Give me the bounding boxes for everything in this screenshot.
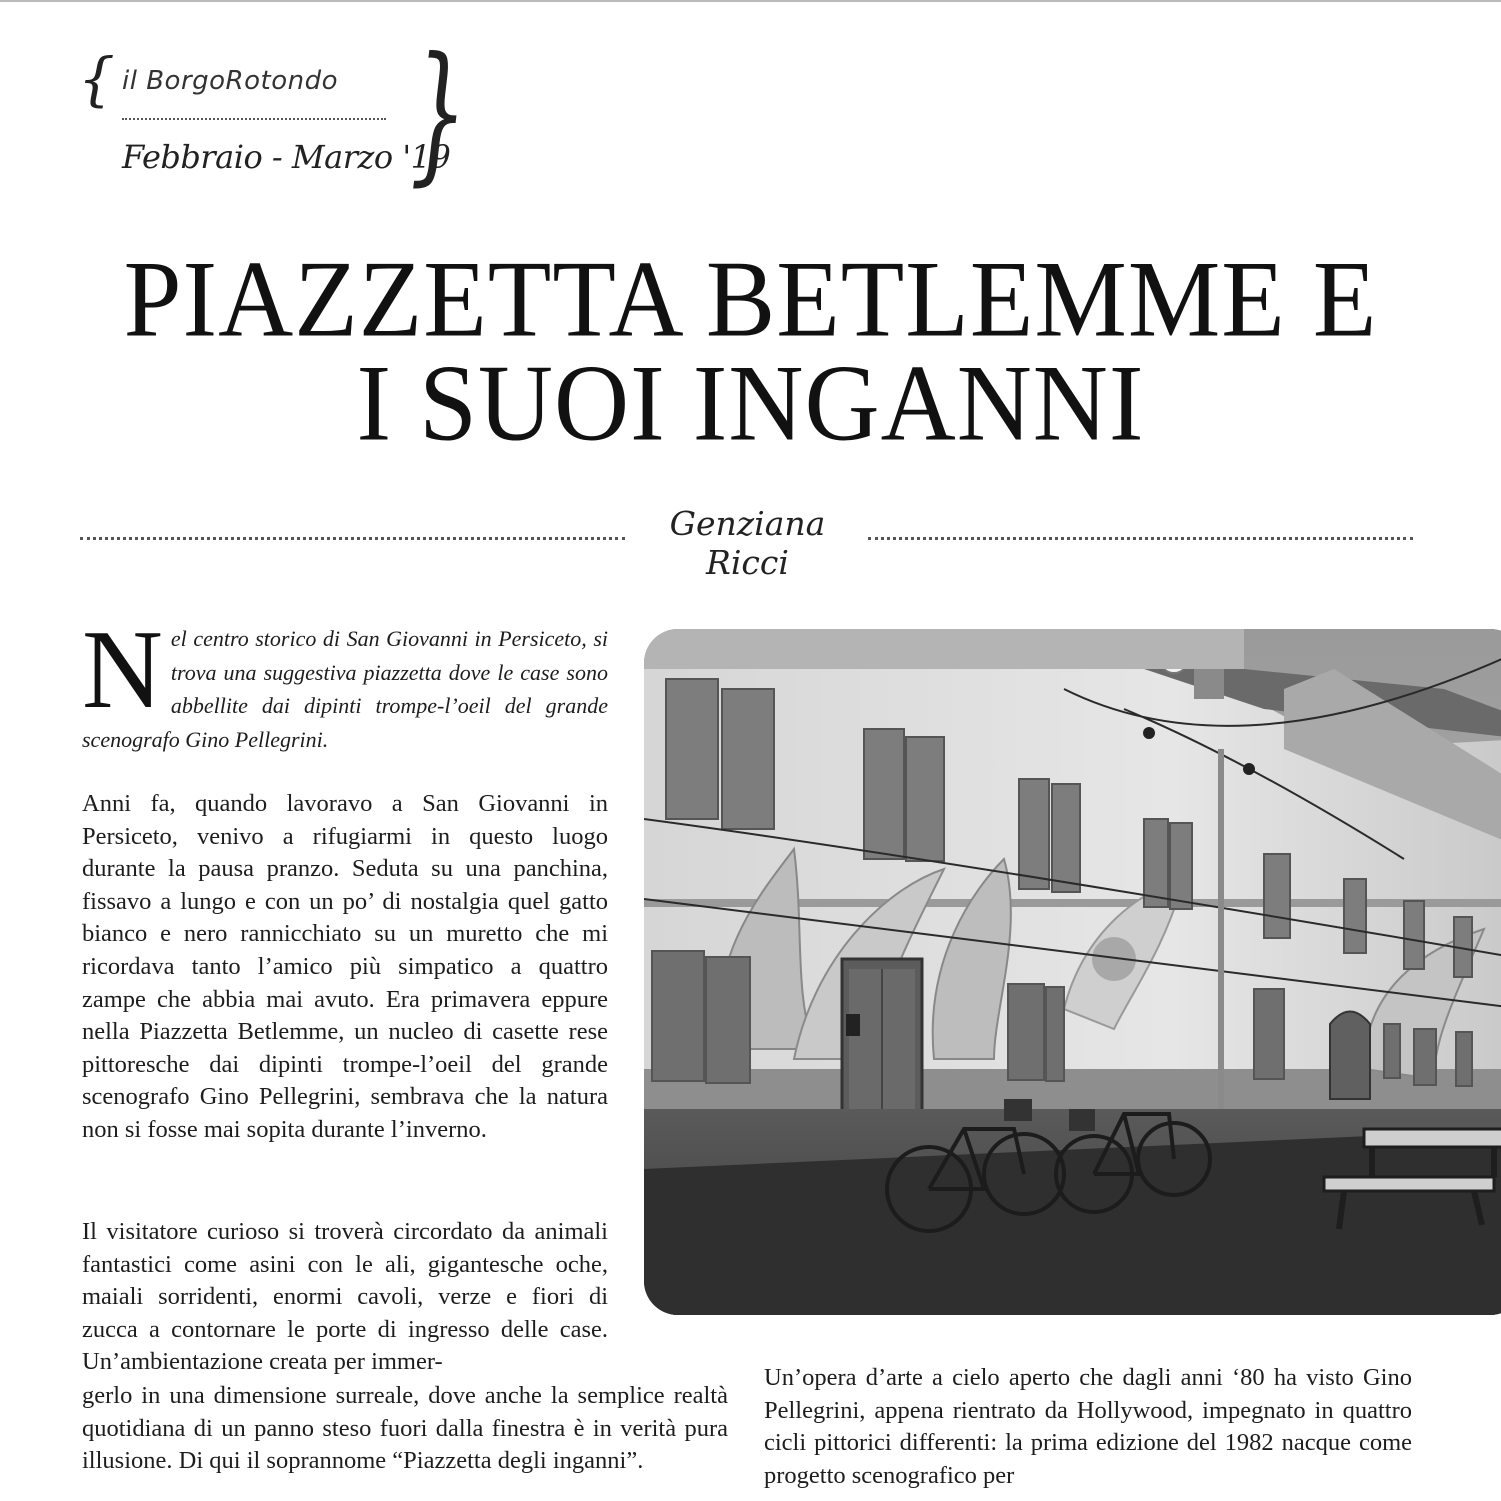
magazine-name: il BorgoRotondo: [122, 66, 339, 96]
piazzetta-photo: [644, 629, 1501, 1315]
masthead-close-brace: }: [410, 26, 468, 200]
drop-cap: N: [82, 608, 163, 732]
body-paragraph-2: Il visitatore curioso si troverà circordato da animali fantastici come asini con le ali, gigantesche oche, maiali sorridenti, enormi cavoli, verze e fiori di zucca a contornare le porte di ingresso delle case. Un’ambientazione creata per immer-: [82, 1218, 608, 1376]
byline-dotted-rule-right: [868, 537, 1413, 540]
page-top-rule: [0, 0, 1501, 2]
article-title-line-1: PIAZZETTA BETLEMME E: [123, 239, 1378, 360]
lede-text: el centro storico di San Giovanni in Persiceto, si trova una suggestiva piazzetta dove le case sono abbellite dai dipinti trompe-l’oeil del grande scenografo Gino Pellegrini.: [82, 626, 608, 752]
body-paragraph-3: Un’opera d’arte a cielo aperto che dagli anni ‘80 ha visto Gino Pellegrini, appena rientrato da Hollywood, impegnato in quattro cicli pittorici differenti: la prima edizione del 1982 nacque come progetto scenografico per: [764, 1364, 1412, 1489]
issue-date: Febbraio - Marzo '19: [122, 138, 451, 176]
byline-dotted-rule-left: [80, 537, 625, 540]
author-name: Genziana Ricci: [669, 504, 826, 582]
masthead-open-brace: {: [78, 45, 115, 113]
article-title: [0, 239, 1501, 464]
lede-paragraph: [82, 608, 608, 756]
body-paragraph-1: Anni fa, quando lavoravo a San Giovanni in Persiceto, venivo a rifugiarmi in questo luogo durante la pausa pranzo. Seduta su una panchina, fissavo a lungo e con un po’ di nostalgia quel gatto bianco e nero rannicchiato su un muretto che mi ricordava tanto l’amico più simpatico a quattro zampe che abbia mai avuto. Era primavera eppure nella Piazzetta Betlemme, un nucleo di casette rese pittoresche dai dipinti trompe-l’oeil del grande scenografo Gino Pellegrini, sembrava che la natura non si fosse mai sopita durante l’inverno.: [82, 790, 608, 1143]
article-title-line-2: I SUOI INGANNI: [356, 343, 1145, 464]
masthead-dotted-rule: [122, 118, 386, 120]
body-paragraph-2-continued: gerlo in una dimensione surreale, dove anche la semplice realtà quotidiana di un panno steso fuori dalla finestra è in verità pura illusione. Di qui il soprannome “Piazzetta degli inganni”.: [82, 1382, 728, 1475]
